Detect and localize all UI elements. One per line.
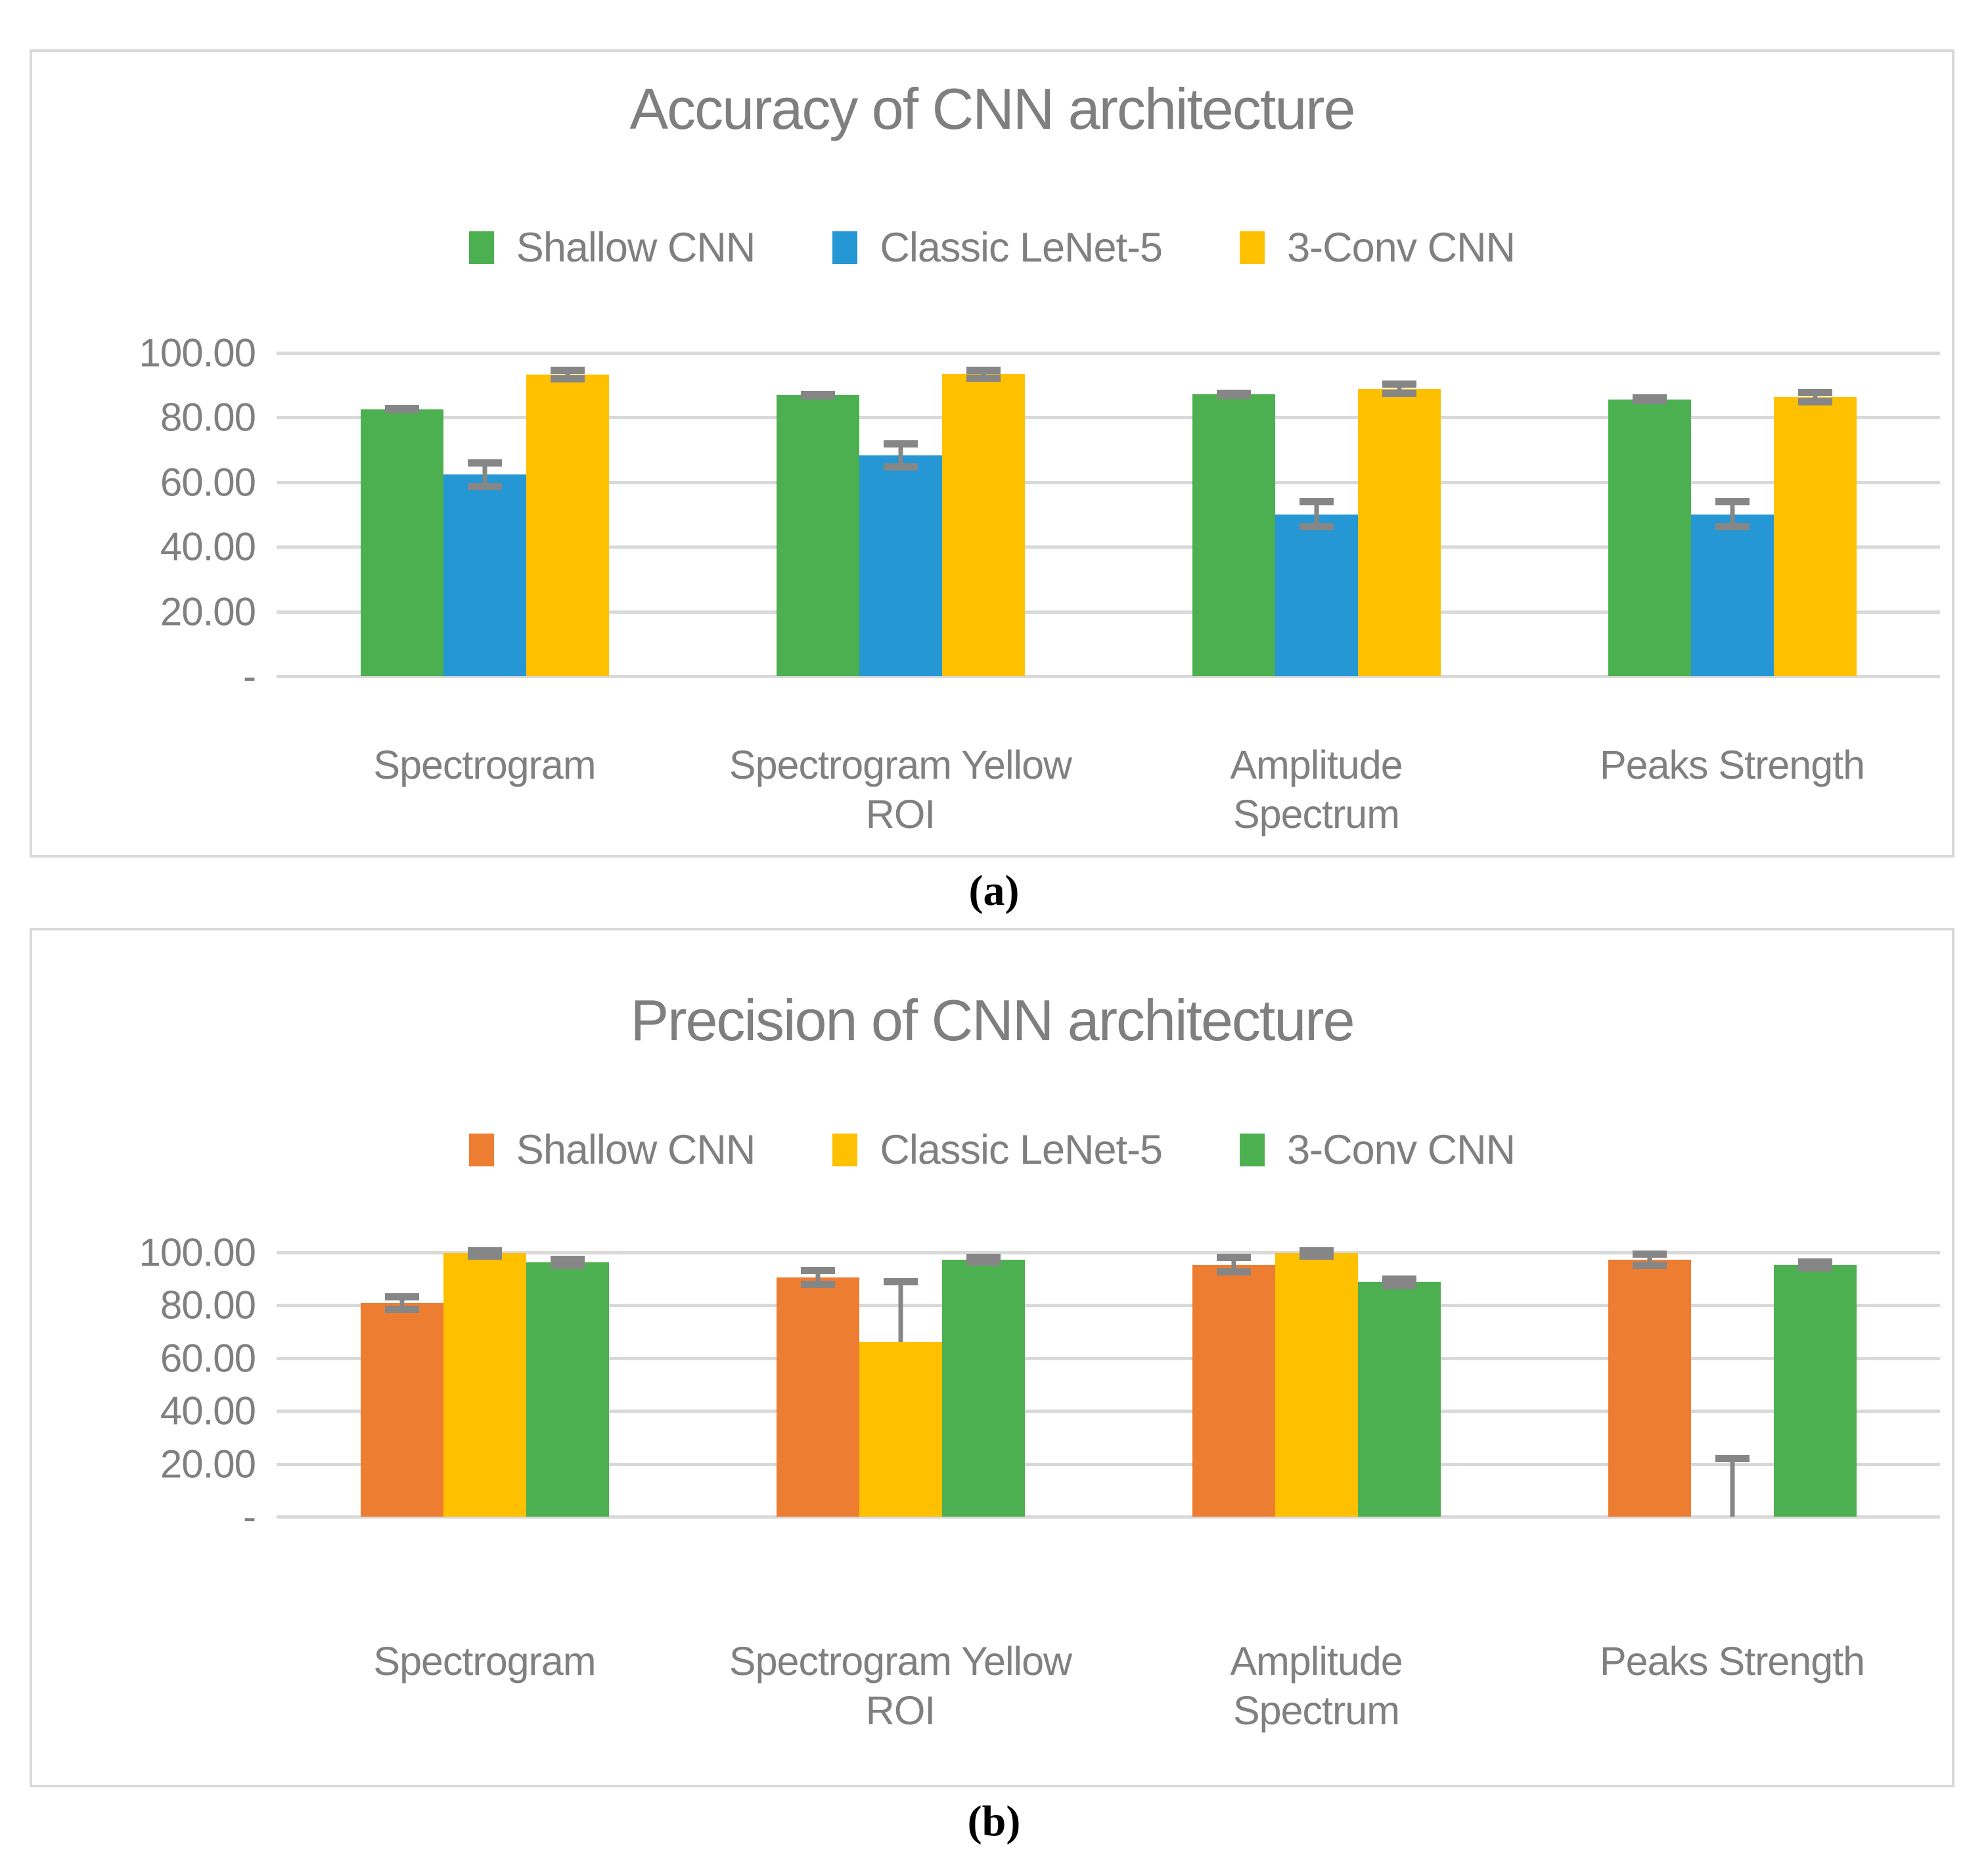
error-bar-cap xyxy=(801,392,835,400)
legend-item xyxy=(469,224,756,271)
legend-item xyxy=(832,224,1162,271)
error-bar xyxy=(385,405,419,413)
bar xyxy=(1774,1265,1857,1517)
error-bar-cap xyxy=(1382,390,1416,397)
bar xyxy=(859,455,942,676)
bar xyxy=(777,395,859,676)
error-bar xyxy=(1299,1252,1334,1254)
bar-group xyxy=(692,1252,1108,1517)
error-bar xyxy=(551,1256,585,1269)
error-bar-cap xyxy=(966,367,1001,374)
error-bar-cap xyxy=(884,1278,918,1285)
error-bar-cap xyxy=(551,367,585,374)
error-bar-cap xyxy=(1798,389,1832,396)
error-bar xyxy=(1798,389,1832,406)
y-axis-tick-label: 20.00 xyxy=(160,1442,256,1486)
bar xyxy=(942,1260,1025,1517)
bar xyxy=(1608,1260,1691,1517)
chart-b-plot-area xyxy=(139,1230,1940,1539)
error-bar-cap xyxy=(1299,498,1334,505)
bar-group xyxy=(1524,353,1940,676)
y-axis-tick-label: - xyxy=(243,1494,256,1539)
bar xyxy=(1275,1253,1358,1517)
bar xyxy=(1192,394,1275,676)
error-bar-cap xyxy=(385,1293,419,1300)
error-bar-cap xyxy=(1299,523,1334,530)
error-bar xyxy=(884,1278,918,1341)
y-axis-tick-label: 80.00 xyxy=(160,1283,256,1327)
error-bar xyxy=(1633,394,1667,404)
error-bar-cap xyxy=(1299,1247,1334,1254)
error-bar xyxy=(468,1252,502,1254)
error-bar-cap xyxy=(801,1267,835,1274)
error-bar-cap xyxy=(1217,1254,1251,1261)
y-axis-tick-label: 60.00 xyxy=(160,1336,256,1381)
legend-swatch-icon xyxy=(1240,231,1265,264)
error-bar xyxy=(966,367,1001,382)
error-bar-cap xyxy=(884,463,918,470)
error-bar xyxy=(966,1254,1001,1266)
legend-label: Shallow CNN xyxy=(516,225,756,271)
bar xyxy=(443,474,526,676)
bar xyxy=(1774,397,1857,676)
error-bar-cap xyxy=(468,1247,502,1254)
bar-group xyxy=(277,353,692,676)
chart-a-plot-area xyxy=(139,331,1940,699)
y-axis-tick-label: 100.00 xyxy=(139,331,256,375)
error-bar-cap xyxy=(966,375,1001,382)
chart-b-legend xyxy=(32,1126,1952,1174)
error-bar xyxy=(884,440,918,470)
y-axis-tick-label: 100.00 xyxy=(139,1230,256,1275)
error-bar xyxy=(468,459,502,490)
caption-a: (a) xyxy=(968,867,1020,915)
error-bar xyxy=(1382,1275,1416,1289)
legend-item xyxy=(469,1126,756,1174)
bar xyxy=(942,374,1025,676)
legend-label: Classic LeNet-5 xyxy=(880,225,1163,271)
error-bar-cap xyxy=(1382,380,1416,388)
error-bar xyxy=(1715,498,1750,530)
error-bar xyxy=(1798,1258,1832,1272)
legend-label: Shallow CNN xyxy=(516,1127,756,1173)
legend-swatch-icon xyxy=(832,231,857,264)
legend-label: 3-Conv CNN xyxy=(1287,1127,1516,1173)
error-bar-cap xyxy=(1217,392,1251,399)
y-axis-tick-label: 40.00 xyxy=(160,524,256,569)
error-bar xyxy=(1217,390,1251,400)
bar xyxy=(361,409,443,676)
category-label: Peaks Strength xyxy=(1599,743,1865,787)
bar xyxy=(526,1262,609,1517)
legend-label: 3-Conv CNN xyxy=(1287,225,1516,271)
chart-b-panel xyxy=(30,928,1954,1787)
category-label: Spectrogram Yellow ROI xyxy=(729,1639,1072,1733)
legend-swatch-icon xyxy=(469,1134,494,1166)
bar-group xyxy=(277,1252,692,1517)
bar xyxy=(1275,515,1358,676)
bar xyxy=(1358,389,1441,676)
error-bar-cap xyxy=(1633,397,1667,404)
error-bar-cap xyxy=(551,375,585,382)
bar xyxy=(443,1253,526,1517)
error-bar xyxy=(1715,1455,1750,1517)
error-bar-cap xyxy=(1798,398,1832,405)
bar xyxy=(1608,400,1691,676)
error-bar xyxy=(801,391,835,400)
y-axis-tick-label: - xyxy=(243,654,256,699)
error-bar-cap xyxy=(1715,523,1750,530)
bar xyxy=(526,375,609,676)
legend-swatch-icon xyxy=(469,231,494,264)
error-bar-cap xyxy=(385,1306,419,1313)
bar xyxy=(1192,1265,1275,1517)
error-bar-cap xyxy=(551,1262,585,1269)
error-bar-cap xyxy=(1382,1282,1416,1289)
error-bar-cap xyxy=(1633,1251,1667,1258)
error-bar-cap xyxy=(884,440,918,448)
error-bar-cap xyxy=(1715,1455,1750,1462)
category-label: Amplitude Spectrum xyxy=(1230,1639,1403,1733)
bar xyxy=(859,1342,942,1517)
legend-item xyxy=(1240,1126,1515,1174)
legend-swatch-icon xyxy=(1240,1134,1265,1166)
y-axis-tick-label: 80.00 xyxy=(160,395,256,440)
category-label: Amplitude Spectrum xyxy=(1230,743,1403,837)
y-axis-tick-label: 20.00 xyxy=(160,589,256,634)
error-bar xyxy=(1382,380,1416,397)
legend-item xyxy=(832,1126,1162,1174)
chart-a-panel xyxy=(30,49,1954,858)
category-label: Spectrogram Yellow ROI xyxy=(729,743,1072,837)
bar xyxy=(361,1303,443,1517)
chart-b-title: Precision of CNN architecture xyxy=(630,988,1354,1053)
error-bar-cap xyxy=(385,406,419,413)
error-bar-cap xyxy=(966,1258,1001,1266)
legend-swatch-icon xyxy=(832,1134,857,1166)
category-label: Spectrogram xyxy=(373,743,596,787)
error-bar-cap xyxy=(1217,1268,1251,1275)
chart-a-title: Accuracy of CNN architecture xyxy=(629,76,1355,141)
error-bar xyxy=(1217,1254,1251,1276)
caption-b: (b) xyxy=(967,1797,1021,1845)
bar xyxy=(777,1277,859,1517)
error-bar-cap xyxy=(1798,1264,1832,1272)
bar-group xyxy=(1108,353,1524,676)
error-bar xyxy=(385,1293,419,1313)
legend-item xyxy=(1240,224,1515,271)
category-label: Peaks Strength xyxy=(1599,1639,1865,1684)
bar-group xyxy=(1108,1252,1524,1517)
bar-group xyxy=(1524,1252,1940,1517)
bar xyxy=(1358,1282,1441,1517)
error-bar xyxy=(801,1267,835,1288)
error-bar-cap xyxy=(1633,1262,1667,1269)
chart-a-legend xyxy=(32,224,1952,271)
y-axis-tick-label: 60.00 xyxy=(160,460,256,505)
error-bar-cap xyxy=(1715,498,1750,505)
error-bar-cap xyxy=(468,483,502,490)
y-axis-tick-label: 40.00 xyxy=(160,1389,256,1433)
bar xyxy=(1691,515,1774,676)
category-label: Spectrogram xyxy=(373,1639,596,1684)
error-bar xyxy=(1633,1251,1667,1268)
error-bar xyxy=(1299,498,1334,530)
error-bar xyxy=(551,367,585,383)
error-bar-cap xyxy=(468,459,502,467)
error-bar-cap xyxy=(801,1281,835,1288)
bar-group xyxy=(692,353,1108,676)
legend-label: Classic LeNet-5 xyxy=(880,1127,1163,1173)
